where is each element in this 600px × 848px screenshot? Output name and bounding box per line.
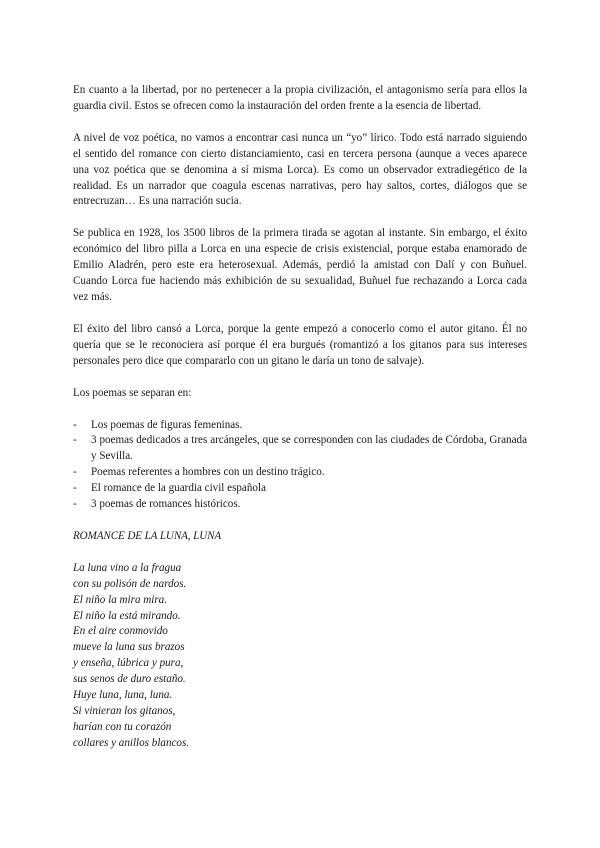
poem-verse: La luna vino a la fragua	[73, 561, 182, 574]
list-item	[73, 418, 527, 434]
list-item-text: 3 poemas dedicados a tres arcángeles, que se corresponden con las ciudades de Córdoba, Granada y Sevilla.	[91, 434, 527, 463]
list-dash: -	[73, 434, 77, 447]
list-dash: -	[73, 466, 77, 479]
list-intro: Los poemas se separan en:	[73, 386, 192, 399]
poem-verse: y enseña, lúbrica y pura,	[73, 657, 184, 670]
list-dash: -	[73, 418, 77, 431]
paragraph-publicacion: Se publica en 1928, los 3500 libros de la primera tirada se agotan al instante. Sin embargo, el éxito económico del libro pilla a Lorca en una especie de crisis existencial, porque estaba enamorado de Emilio Aladrén, pero este era heterosexual. Además, perdió la amistad con Dalí y con Buñuel. Cuando Lorca fue haciendo más exhibición de su sexualidad, Buñuel fue rechazando a Lorca cada vez más.	[73, 227, 527, 303]
poem-verse: El niño la mira mira.	[73, 593, 167, 606]
poem-verse: harían con tu corazón	[73, 720, 172, 733]
list-item-text: Los poemas de figuras femeninas.	[91, 418, 243, 431]
poem-verse: En el aire conmovido	[73, 625, 168, 638]
poem-verse: collares y anillos blancos.	[73, 736, 190, 749]
poem-title: ROMANCE DE LA LUNA, LUNA	[73, 529, 222, 542]
paragraph-libertad: En cuanto a la libertad, por no pertenecer a la propia civilización, el antagonismo sería para ellos la guardia civil. Estos se ofrecen como la instauración del orden frente a la esencia de libertad.	[73, 84, 527, 112]
poem-verses	[73, 561, 527, 752]
list-item	[73, 433, 527, 465]
list-item	[73, 497, 527, 513]
list-dash: -	[73, 498, 77, 511]
list-item-text: El romance de la guardia civil española	[91, 482, 266, 495]
poem-verse: Si vinieran los gitanos,	[73, 705, 176, 717]
poem-verse: Huye luna, luna, luna.	[73, 689, 173, 702]
list-item-text: 3 poemas de romances históricos.	[91, 498, 241, 511]
list-item	[73, 481, 527, 497]
paragraph-voz-poetica: A nivel de voz poética, no vamos a encontrar casi nunca un “yo” lírico. Todo está narrado siguiendo el sentido del romance con cierto distanciamiento, casi en tercera persona (aunque a veces aparece una voz poética que se denomina a sí misma Lorca). Es como un observador extradiegético de la realidad. Es un narrador que coagula escenas narrativas, pero hay saltos, cortes, diálogos que se entrecruzan… Es una narración sucia.	[73, 131, 527, 208]
list-item-text: Poemas referentes a hombres con un destino trágico.	[91, 466, 325, 479]
list-item	[73, 465, 527, 481]
list-dash: -	[73, 482, 77, 495]
poem-verse: con su polisón de nardos.	[73, 577, 187, 590]
paragraph-exito: El éxito del libro cansó a Lorca, porque la gente empezó a conocerlo como el autor gitano. Él no quería que se le reconociera así porque él era burgués (romantizó a los gitanos para sus intereses personales pero dice que compararlo con un gitano le daría un tono de salvaje).	[73, 322, 527, 367]
document-page	[73, 83, 527, 752]
poem-verse: mueve la luna sus brazos	[73, 641, 185, 654]
poem-verse: El niño la está mirando.	[73, 609, 181, 622]
poem-groups-list	[73, 418, 527, 513]
poem-verse: sus senos de duro estaño.	[73, 673, 186, 686]
